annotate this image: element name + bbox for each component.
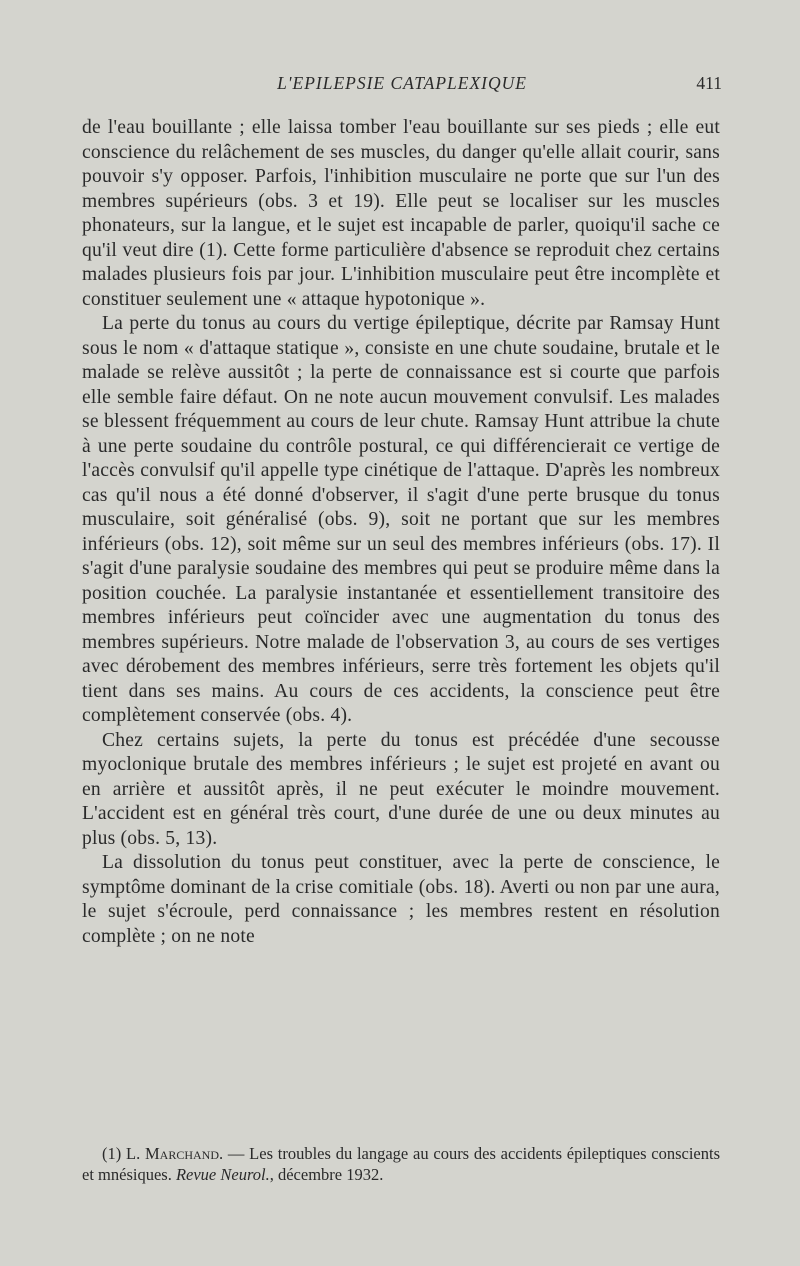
footnote-1 [82, 1143, 720, 1185]
footnotes [82, 1143, 720, 1185]
paragraph-continuation: de l'eau bouillante ; elle laissa tomber l'eau bouillante sur ses pieds ; elle eut conscience du relâchement de ses muscles, du danger qu'elle allait courir, sans pouvoir s'y opposer. Parfois, l'inhibition musculaire ne porte que sur l'un des membres supérieurs (obs. 3 et 19). Elle peut se localiser sur les muscles phonateurs, sur la langue, et le sujet est incapable de parler, quoiqu'il sache ce qu'il veut dire (1). Cette forme particulière d'absence se reproduit chez certains malades plusieurs fois par jour. L'inhibition musculaire peut être incomplète et constituer seulement une « attaque hypotonique ». [82, 117, 720, 310]
body-text [82, 116, 720, 949]
footnote-date: , décembre 1932. [269, 1165, 384, 1184]
footnote-journal: Revue Neurol. [175, 1165, 270, 1184]
paragraph-myoclonic: Chez certains sujets, la perte du tonus est précédée d'une secousse myoclonique brutale des membres inférieurs ; le sujet est projeté en avant ou en arrière et aussitôt après, il ne peut exécuter le moindre mouvement. L'accident est en général très court, d'une durée de une ou deux minutes au plus (obs. 5, 13). [82, 729, 720, 849]
footnote-author: L. Marchand. [126, 1144, 224, 1163]
footnote-text: — Les troubles du langage au cours des accidents épileptiques conscients et mnésiques. [82, 1144, 721, 1184]
paragraph-dissolution: La dissolution du tonus peut constituer, avec la perte de conscience, le symptôme dominant de la crise comitiale (obs. 18). Averti ou non par une aura, le sujet s'écroule, perd connaissance ; les membres restent en résolution complète ; on ne note [82, 852, 720, 947]
running-title: L'EPILEPSIE CATAPLEXIQUE [277, 73, 527, 93]
page-header [82, 73, 722, 99]
page-number: 411 [696, 73, 722, 93]
paragraph-ramsay-hunt: La perte du tonus au cours du vertige épileptique, décrite par Ramsay Hunt sous le nom « d'attaque statique », consiste en une chute soudaine, brutale et le malade se relève aussitôt ; la perte de connaissance est si courte que parfois elle semble faire défaut. On ne note aucun mouvement convulsif. Les malades se blessent fréquemment au cours de leur chute. Ramsay Hunt attribue la chute à une perte soudaine du contrôle postural, ce qui différencierait ce vertige de l'accès convulsif qu'il appelle type cinétique de l'attaque. D'après les nombreux cas qu'il nous a été donné d'observer, il s'agit d'une perte brusque du tonus musculaire, soit généralisé (obs. 9), soit ne portant que sur les membres inférieurs (obs. 12), soit même sur un seul des membres inférieurs (obs. 17). Il s'agit d'une paralysie soudaine des membres qui peut se produire même dans la position couchée. La paralysie instantanée et essentiellement transitoire des membres inférieurs peut coïncider avec une augmentation du tonus des membres supérieurs. Notre malade de l'observation 3, au cours de ses vertiges avec dérobement des membres inférieurs, serre très fortement les objets qu'il tient dans ses mains. Au cours de ces accidents, la conscience peut être complètement conservée (obs. 4). [82, 313, 720, 726]
footnote-marker: (1) [102, 1144, 122, 1163]
